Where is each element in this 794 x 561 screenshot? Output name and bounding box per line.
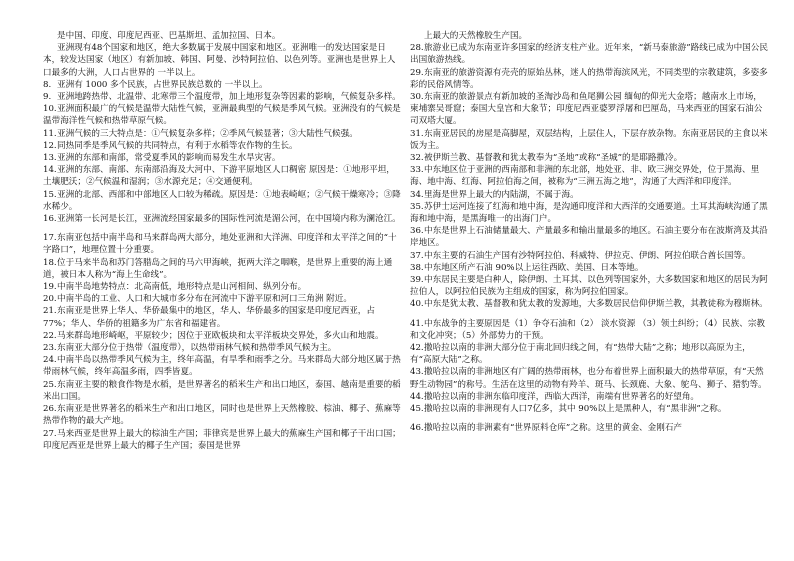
item-text: 中东主要的石油生产国有沙特阿拉伯、科威特、伊拉克、伊朗、阿拉伯联合酋长国等。 — [424, 250, 751, 261]
item — [410, 262, 768, 274]
item-number: 10. — [43, 104, 57, 115]
item — [43, 354, 401, 378]
item — [43, 293, 401, 305]
item-text: 是中国、印度、印度尼西亚、巴基斯坦、孟加拉国、日本。 — [57, 31, 281, 41]
item — [410, 164, 768, 188]
item-text: 里海是世界上最大的内陆湖，不属于海。 — [424, 189, 579, 200]
item-number: 21. — [43, 306, 57, 317]
item-text: 亚洲面积最广的气候是温带大陆性气候，亚洲最典型的气候是季风气候。亚洲没有的气候是温带海洋性气候和热带草原气候。 — [43, 104, 401, 127]
item — [43, 305, 401, 329]
item-number: 14. — [43, 165, 57, 176]
item — [410, 152, 768, 164]
item-text: 马来西亚是世界上最大的棕油生产国；菲律宾是世界上最大的蕉麻生产国和椰子干出口国；印度尼西亚是世界上最大的椰子生产国；泰国是世界 — [43, 428, 401, 451]
left-column — [43, 30, 401, 464]
item-text: 撒哈拉以南的非洲地区有广阔的热带雨林，也分布着世界上面积最大的热带草原，有“天然野生动物园”的称号。生活在这里的动物有羚羊、斑马、长颈鹿、大象、鸵鸟、狮子、猎豹等。 — [410, 367, 767, 390]
item — [410, 128, 768, 152]
item-text: 中南半岛以热带季风气候为主，终年高温，有旱季和雨季之分。马来群岛大部分地区属于热带雨林气候，终年高温多雨，四季皆夏。 — [43, 355, 401, 378]
item-number: 9. — [43, 92, 52, 103]
item — [410, 30, 768, 42]
item — [43, 232, 401, 256]
item-text: 同热同季是季风气候的共同特点，有利于水稻等农作物的生长。 — [57, 140, 298, 151]
item — [43, 257, 401, 281]
item-number: 40. — [410, 299, 424, 310]
item-text: 亚洲气候的三大特点是：①气候复杂多样；②季风气候显著；③大陆性气候强。 — [57, 128, 358, 139]
item-number: 26. — [43, 404, 57, 415]
item — [43, 30, 401, 42]
item-text: 撒哈拉以南的非洲东临印度洋，西临大西洋，南端有世界著名的好望角。 — [424, 391, 700, 402]
section-gap — [410, 311, 768, 318]
item-text: 撒哈拉以南的非洲大部分位于南北回归线之间，有“热带大陆”之称；地形以高原为主，有“高原大陆”之称。 — [410, 343, 751, 366]
item-number: 37. — [410, 250, 424, 261]
item-number: 8. — [43, 79, 52, 90]
item-number: 35. — [410, 201, 424, 212]
item-number: 41. — [410, 318, 424, 329]
item-number: 44. — [410, 391, 424, 402]
item — [43, 152, 401, 164]
item — [43, 452, 401, 464]
item-text: 东南亚主要的粮食作物是水稻，是世界著名的稻米生产和出口地区，泰国、越南是重要的稻米出口国。 — [43, 379, 401, 402]
item-number: 11. — [43, 128, 57, 139]
item — [43, 128, 401, 140]
item-number: 19. — [43, 282, 57, 293]
item-text: 亚洲有 1000 多个民族，占世界民族总数的 一半以上。 — [57, 79, 268, 90]
item-text: 被伊斯兰教、基督教和犹太教奉为“圣地”或称“圣城”的是耶路撒冷。 — [424, 153, 683, 164]
item-number: 17. — [43, 233, 57, 244]
item-text: 中南半岛的工业、人口和大城市多分布在河流中下游平原和河口三角洲 附近。 — [57, 294, 352, 305]
item — [43, 213, 401, 225]
item-number: 45. — [410, 404, 424, 415]
item — [410, 225, 768, 249]
item-text: 亚洲的东部、南部、东南部沿海及大河中、下游平原地区人口稠密 原因是：①地形平坦，土壤肥沃；②气候温和湿润；③水源充足；④交通便利。 — [43, 165, 395, 188]
item — [410, 318, 768, 342]
item-number: 20. — [43, 294, 57, 305]
item-number: 24. — [43, 355, 57, 366]
item — [410, 403, 768, 415]
item-number: 46. — [410, 423, 424, 434]
item-number: 22. — [43, 330, 57, 341]
item-number: 43. — [410, 367, 424, 378]
item — [410, 391, 768, 403]
item-number: 33. — [410, 165, 424, 176]
item-text: 中东战争的主要原因是（1）争夺石油和（2） 淡水资源 （3）领土纠纷；（4）民族、宗教和文化冲突；（5）外部势力的干预。 — [410, 318, 766, 341]
item-text: 马来群岛地形崎岖，平原较少；因位于亚欧板块和太平洋板块交界处，多火山和地震。 — [57, 330, 384, 341]
item — [43, 379, 401, 403]
item-text: 中东是犹太教、基督教和犹太教的发源地，大多数居民信仰伊斯兰教，其教徒称为穆斯林。 — [424, 299, 768, 310]
item-number: 13. — [43, 153, 57, 164]
section-gap — [43, 225, 401, 232]
item-number: 28. — [410, 43, 424, 54]
right-column — [410, 30, 768, 435]
item — [43, 403, 401, 427]
item-text: 东南亚的旅游景点有新加坡的圣淘沙岛和鱼尾狮公园 缅甸的仰光大金塔；越南水上市场，柬埔寨吴哥窟；泰国大皇宫和大象节；印度尼西亚婆罗浮屠和巴厘岛，马来西亚的国家石油公司双塔大厦。 — [410, 92, 763, 127]
item — [43, 428, 401, 452]
item-text: 亚洲第一长河是长江，亚洲流经国家最多的国际性河流是湄公河，在中国境内称为澜沧江。 — [57, 214, 401, 225]
item-text: 东南亚的旅游资源有壳壳的原始丛林，迷人的热带海滨风光，不同类型的宗教建筑，多姿多彩的民俗风情等。 — [410, 67, 768, 90]
item-number: 15. — [43, 189, 57, 200]
item-number: 38. — [410, 262, 424, 273]
item-text: 东南亚是世界上华人、华侨最集中的地区，华人、华侨最多的国家是印度尼西亚，占77%；华人、华侨的祖籍多为广东省和福建省。 — [43, 306, 375, 329]
item-text: 东南亚是世界著名的稻米生产和出口地区，同时也是世界上天然橡胶、棕油、椰子、蕉麻等热带作物的最大产地。 — [43, 404, 401, 427]
item — [410, 298, 768, 310]
item — [43, 91, 401, 103]
item — [43, 330, 401, 342]
item — [410, 342, 768, 366]
item — [43, 42, 401, 79]
item-text: 中东地区所产石油 90%以上运往西欧、美国、日本等地。 — [424, 262, 644, 273]
item-number: 32. — [410, 153, 424, 164]
item — [410, 366, 768, 390]
item-number: 12. — [43, 140, 57, 151]
item-text: 东南亚大部分位于热带（温度带），以热带雨林气候和热带季风气候为主。 — [57, 343, 337, 354]
item-text: 苏伊士运河连接了红海和地中海，是沟通印度洋和大西洋的交通要道。土耳其海峡沟通了黑海和地中海，是黑海唯一的出海门户。 — [410, 201, 768, 225]
item-number: 23. — [43, 343, 57, 354]
item-text: 亚洲的东部和南部，常受夏季风的影响而易发生水旱灾害。 — [57, 153, 281, 164]
item-text: 中南半岛地势特点：北高南低，地形特点是山河相间、纵列分布。 — [57, 282, 307, 293]
item-number: 42. — [410, 343, 424, 354]
item-number: 18. — [43, 257, 57, 268]
item-number: 30. — [410, 92, 424, 103]
item-number: 27. — [43, 428, 57, 439]
item-number: 29. — [410, 67, 424, 78]
item-number: 16. — [43, 214, 57, 225]
item-text: 东南亚居民的房屋是高脚屋，双层结构，上层住人，下层存放杂物。东南亚居民的主食以米饭为主。 — [410, 128, 768, 151]
item — [43, 281, 401, 293]
item-number: 31. — [410, 128, 424, 139]
item-text: 中东地区位于亚洲的西南部和非洲的东北部，地处亚、非、欧三洲交界处，位于黑海、里海、地中海、红海、阿拉伯海之间，被称为“三洲五海之地”，沟通了大西洋和印度洋。 — [410, 165, 760, 188]
item — [43, 103, 401, 127]
item-text: 撒哈拉以南的非洲素有“世界原料仓库”之称。这里的黄金、金刚石产 — [424, 423, 683, 434]
item — [410, 42, 768, 66]
item-text: 中东是世界上石油储量最大、产量最多和输出量最多的地区。石油主要分布在波斯湾及其沿岸地区。 — [410, 226, 768, 249]
item-text: 亚洲现有48个国家和地区，绝大多数属于发展中国家和地区。亚洲唯一的发达国家是日本，较发达国家（地区）有新加坡、韩国、阿曼、沙特阿拉伯、以色列等。亚洲也是世界上人口最多的大洲，人口占世界的 一半以上。 — [43, 43, 396, 78]
item-text: 亚洲地跨热带、北温带、北寒带三个温度带，加上地形复杂等因素的影响，气候复杂多样。 — [57, 92, 401, 103]
item-text: 撒哈拉以南的非洲现有人口7亿多，其中 90%以上是黑种人，有“黑非洲”之称。 — [424, 404, 727, 415]
item-text: 位于马来半岛和苏门答腊岛之间的马六甲海峡，扼两大洋之咽喉，是世界上重要的海上通道，被日本人称为“海上生命线”。 — [43, 257, 393, 280]
item-number: 34. — [410, 189, 424, 200]
item-text: 旅游业已成为东南亚许多国家的经济支柱产业。近年来，“新马泰旅游”路线已成为中国公民出国旅游热线。 — [410, 43, 768, 66]
item-text: 中东居民主要是白种人，除伊朗、土耳其、以色列等国家外，大多数国家和地区的居民为阿拉伯人，以阿拉伯民族为主组成的国家，称为阿拉伯国家。 — [410, 275, 768, 298]
item — [410, 67, 768, 91]
item — [43, 189, 401, 213]
item-text: 亚洲的北部、西部和中部地区人口较为稀疏。原因是：①地表崎岖；②气候干燥寒冷；③降水稀少。 — [43, 189, 401, 212]
item-number: 25. — [43, 379, 57, 390]
item-text: 上最大的天然橡胶生产国。 — [424, 31, 528, 41]
item-number: 36. — [410, 226, 424, 237]
item — [410, 189, 768, 201]
item-number: 39. — [410, 275, 424, 286]
item — [410, 422, 768, 434]
item — [410, 274, 768, 298]
item — [43, 140, 401, 152]
item — [43, 79, 401, 91]
item — [410, 91, 768, 128]
item — [43, 164, 401, 188]
item-text: 东南亚包括中南半岛和马来群岛两大部分，地处亚洲和大洋洲、印度洋和太平洋之间的“十字路口”，地理位置十分重要。 — [43, 233, 397, 256]
item — [410, 201, 768, 225]
section-gap — [410, 415, 768, 422]
item — [410, 250, 768, 262]
item — [43, 342, 401, 354]
